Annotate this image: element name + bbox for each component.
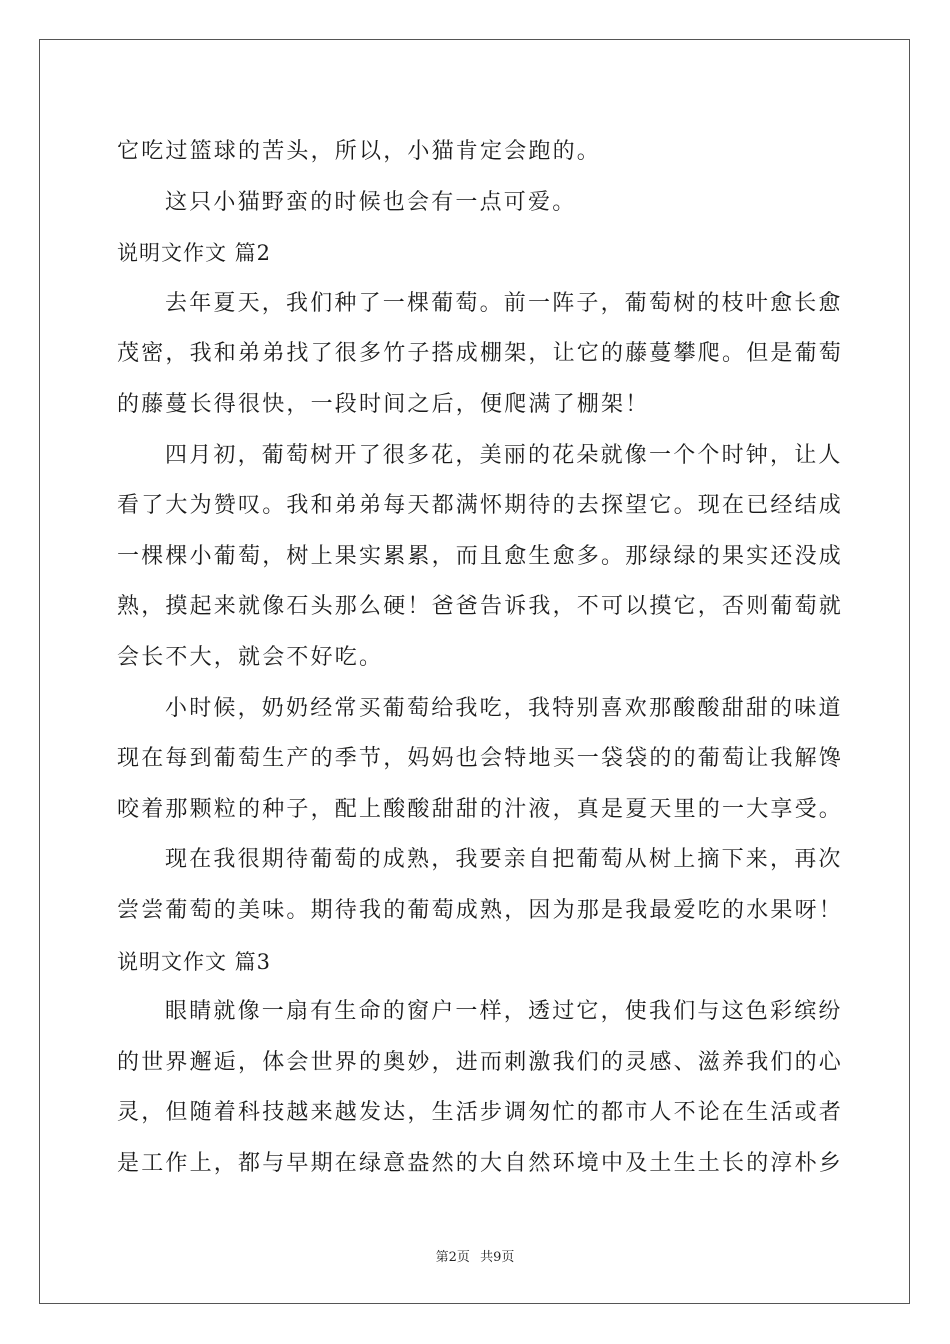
paragraph-line: 看了大为赞叹。我和弟弟每天都满怀期待的去探望它。现在已经结成 — [117, 493, 844, 519]
paragraph-line: 现在我很期待葡萄的成熟，我要亲自把葡萄从树上摘下来，再次 — [165, 847, 843, 873]
section-heading: 说明文作文 篇3 — [117, 949, 272, 974]
paragraph-line: 熟，摸起来就像石头那么硬！爸爸告诉我，不可以摸它，否则葡萄就 — [117, 594, 844, 620]
paragraph-line: 小时候，奶奶经常买葡萄给我吃，我特别喜欢那酸酸甜甜的味道 — [165, 695, 843, 721]
page-total: 共9页 — [480, 1250, 515, 1265]
paragraph-line: 会长不大，就会不好吃。 — [117, 644, 384, 670]
paragraph-line: 是工作上，都与早期在绿意盎然的大自然环境中及土生土长的淳朴乡 — [117, 1150, 844, 1176]
paragraph-line: 眼睛就像一扇有生命的窗户一样，透过它，使我们与这色彩缤纷 — [165, 999, 843, 1025]
paragraph-line: 现在每到葡萄生产的季节，妈妈也会特地买一袋袋的的葡萄让我解馋 — [117, 746, 844, 772]
paragraph-line: 茂密，我和弟弟找了很多竹子搭成棚架，让它的藤蔓攀爬。但是葡萄 — [117, 341, 844, 367]
paragraph-line: 尝尝葡萄的美味。期待我的葡萄成熟，因为那是我最爱吃的水果呀！ — [117, 897, 844, 923]
paragraph-line: 咬着那颗粒的种子，配上酸酸甜甜的汁液，真是夏天里的一大享受。 — [117, 796, 844, 822]
section-heading: 说明文作文 篇2 — [117, 241, 272, 266]
page-number: 第2页 — [435, 1250, 470, 1265]
paragraph-line: 一棵棵小葡萄，树上果实累累，而且愈生愈多。那绿绿的果实还没成 — [117, 543, 844, 569]
paragraph-line: 这只小猫野蛮的时候也会有一点可爱。 — [165, 189, 577, 215]
page-footer — [0, 1246, 950, 1265]
paragraph-line: 的世界邂逅，体会世界的奥妙，进而刺激我们的灵感、滋养我们的心 — [117, 1049, 844, 1075]
paragraph-line: 的藤蔓长得很快，一段时间之后，便爬满了棚架！ — [117, 391, 650, 417]
document-body — [117, 127, 844, 1189]
paragraph-line: 它吃过篮球的苦头，所以，小猫肯定会跑的。 — [117, 139, 602, 164]
paragraph-line: 去年夏天，我们种了一棵葡萄。前一阵子，葡萄树的枝叶愈长愈 — [165, 290, 843, 316]
paragraph-line: 灵，但随着科技越来越发达，生活步调匆忙的都市人不论在生活或者 — [117, 1100, 844, 1126]
paragraph-line: 四月初，葡萄树开了很多花，美丽的花朵就像一个个时钟，让人 — [165, 442, 843, 468]
